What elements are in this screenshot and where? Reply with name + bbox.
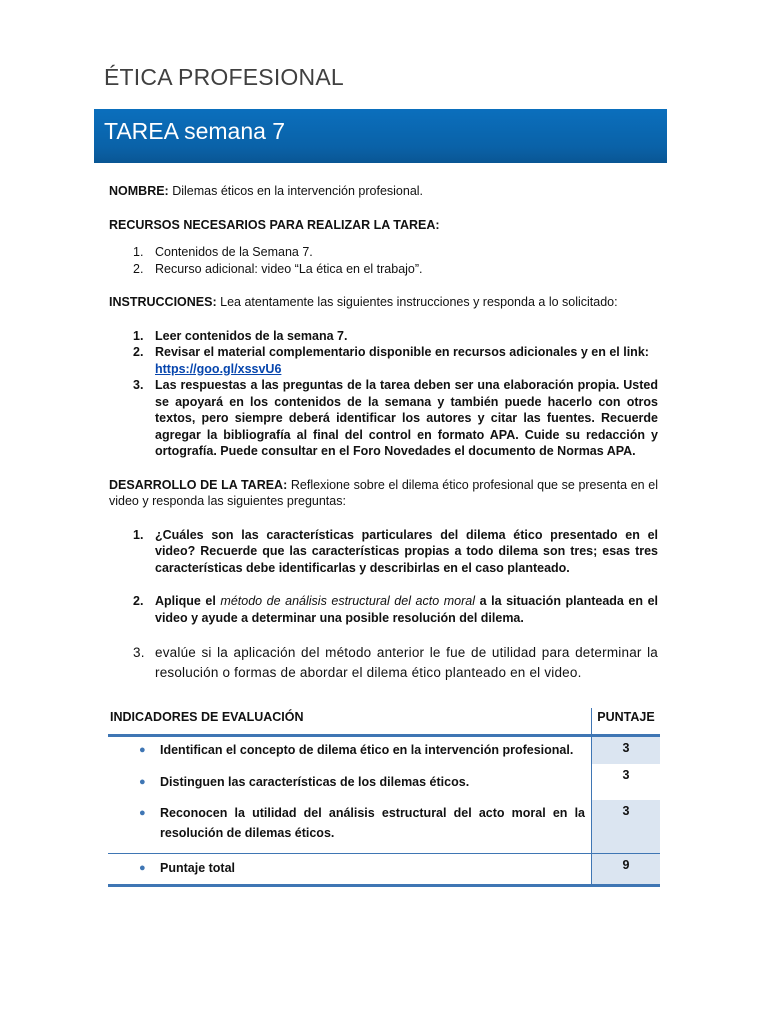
indicator-cell	[108, 764, 592, 800]
list-number: 2.	[133, 345, 144, 359]
recursos-heading-text: RECURSOS NECESARIOS PARA REALIZAR LA TAREA:	[109, 217, 440, 232]
indicator-text: Distinguen las características de los dilemas éticos.	[160, 775, 470, 789]
instrucciones-text: Lea atentamente las siguientes instrucciones y responda a lo solicitado:	[220, 295, 618, 309]
course-title: ÉTICA PROFESIONAL	[104, 64, 344, 90]
italic-method: método de análisis estructural del acto moral	[220, 594, 475, 608]
indicator-cell	[108, 736, 592, 765]
score-cell: 3	[622, 768, 630, 782]
table-row	[108, 800, 660, 854]
list-number: 1.	[133, 527, 144, 542]
list-text: Recurso adicional: video “La ética en el trabajo”.	[155, 261, 423, 276]
list-item	[109, 328, 658, 345]
banner-title: TAREA semana 7	[104, 118, 286, 144]
score-cell: 3	[592, 736, 661, 765]
list-item	[109, 593, 658, 626]
total-label-cell	[108, 854, 592, 886]
recursos-heading	[109, 217, 658, 234]
table-header-row	[108, 708, 660, 736]
table-row	[108, 736, 660, 765]
preguntas-list-3	[109, 643, 658, 683]
list-text: Aplique el	[155, 594, 216, 608]
nombre-line	[109, 183, 658, 200]
total-label: Puntaje total	[160, 861, 236, 875]
content	[109, 183, 658, 683]
desarrollo-text: Reflexione sobre el dilema ético profesional que se presenta en el video y responda las siguientes preguntas:	[109, 477, 658, 508]
list-number: 1.	[133, 328, 144, 343]
bullet-icon: ●	[139, 776, 146, 788]
list-item	[109, 377, 658, 460]
preguntas-list-2	[109, 593, 658, 626]
list-item	[109, 527, 658, 577]
table-row-total	[108, 854, 660, 886]
indicator-text: Reconocen la utilidad del análisis estructural del acto moral en la resolución de dilemas éticos.	[160, 806, 585, 840]
list-item	[109, 261, 658, 278]
instrucciones-label: INSTRUCCIONES:	[109, 295, 217, 309]
header-indicadores: INDICADORES DE EVALUACIÓN	[108, 708, 592, 736]
header-puntaje: PUNTAJE	[592, 708, 661, 736]
list-item	[109, 643, 658, 683]
recursos-list	[109, 244, 658, 277]
preguntas-list	[109, 527, 658, 577]
bullet-icon: ●	[139, 807, 146, 819]
list-text: evalúe si la aplicación del método anterior le fue de utilidad para determinar la resolución o formas de abordar el dilema ético planteado en el video.	[155, 645, 658, 680]
score-cell: 3	[592, 800, 661, 854]
list-text: ¿Cuáles son las características particulares del dilema ético presentado en el video? Recuerde que las características propias a todo dilema son tres; esas tres características debe identificarlas y describirlas en el caso planteado.	[155, 527, 658, 575]
resource-link[interactable]: https://goo.gl/xssvU6	[155, 361, 282, 376]
list-text: Las respuestas a las preguntas de la tarea deben ser una elaboración propia. Usted se apoyará en los contenidos de la semana y también puede hacerlo con otros textos, pero siempre deberá identificar los autores y citar las fuentes. Recuerde agregar la bibliografía al final del control en formato APA. Cuide su redacción y ortografía. Puede consultar en el Foro Novedades el documento de Normas APA.	[155, 378, 658, 458]
instrucciones-list	[109, 328, 658, 460]
evaluation-table	[108, 708, 660, 887]
list-text: a la situación planteada en el video y ayude a determinar una posible resolución del dilema.	[155, 594, 659, 625]
list-text: Contenidos de la Semana 7.	[155, 245, 313, 259]
list-number: 3.	[133, 645, 145, 660]
nombre-value: Dilemas éticos en la intervención profesional.	[172, 184, 424, 198]
nombre-label: NOMBRE:	[109, 184, 169, 198]
bullet-icon: ●	[139, 744, 146, 756]
list-number: 3.	[133, 378, 144, 392]
list-number: 2.	[133, 594, 144, 608]
list-text: Leer contenidos de la semana 7.	[155, 328, 348, 343]
list-item	[109, 344, 658, 377]
indicator-text: Identifican el concepto de dilema ético en la intervención profesional.	[160, 743, 574, 757]
desarrollo-line	[109, 477, 658, 510]
instrucciones-line	[109, 294, 658, 311]
list-number: 1.	[133, 245, 144, 259]
desarrollo-label: DESARROLLO DE LA TAREA:	[109, 477, 288, 492]
table-row	[108, 764, 660, 800]
total-score-cell: 9	[592, 854, 661, 886]
list-text: Revisar el material complementario disponible en recursos adicionales y en el link:	[155, 345, 649, 359]
indicator-cell	[108, 800, 592, 854]
banner	[94, 109, 667, 163]
list-number: 2.	[133, 261, 144, 276]
bullet-icon: ●	[139, 862, 146, 874]
list-item	[109, 244, 658, 261]
